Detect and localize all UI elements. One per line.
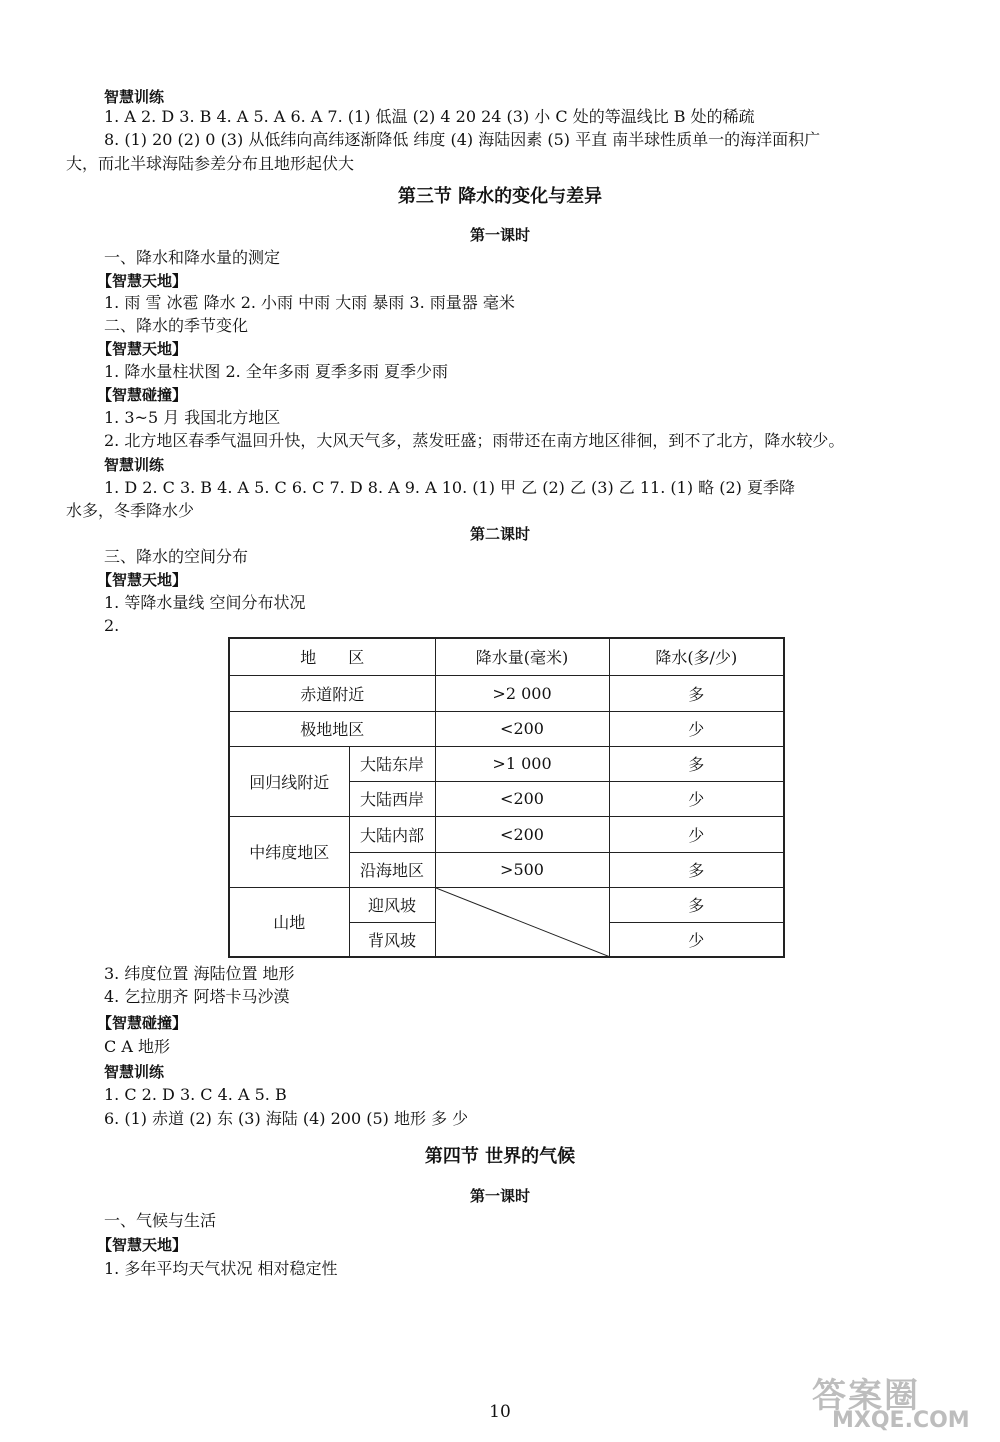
answer-line: 8. (1) 20 (2) 0 (3) 从低纬向高纬逐渐降低 纬度 (4) 海陆因素 (5) 平直 南半球性质单一的海洋面积广 [104, 130, 821, 149]
answer-line: 1. C 2. D 3. C 4. A 5. B [104, 1085, 287, 1104]
bracket-heading: 【智慧天地】 [97, 272, 188, 290]
table-header-region: 地 区 [229, 638, 435, 675]
level-cell: 少 [609, 922, 784, 957]
amount-cell: >2 000 [435, 675, 609, 711]
precipitation-table [228, 637, 785, 958]
answer-line: 水多，冬季降水少 [66, 501, 195, 520]
answer-line: 2. 北方地区春季气温回升快，大风天气多，蒸发旺盛；雨带还在南方地区徘徊，到不了北方，降水较少。 [104, 431, 845, 450]
level-cell: 多 [609, 852, 784, 887]
region-cell: 赤道附近 [229, 675, 435, 711]
diagonal-line [436, 888, 609, 957]
lesson-title: 第二课时 [469, 525, 530, 543]
table-row [229, 711, 784, 746]
topic-heading: 二、降水的季节变化 [104, 316, 249, 335]
heading-wisdom-training: 智慧训练 [104, 88, 165, 106]
answer-line: 4. 乞拉朋齐 阿塔卡马沙漠 [104, 987, 290, 1006]
region-group-cell: 回归线附近 [229, 746, 349, 816]
level-cell: 多 [609, 746, 784, 781]
page-number: 10 [489, 1402, 511, 1422]
watermark-logo [792, 1368, 992, 1434]
answer-line: 1. 降水量柱状图 2. 全年多雨 夏季多雨 夏季少雨 [104, 362, 448, 381]
region-group-cell: 中纬度地区 [229, 816, 349, 887]
bracket-heading: 【智慧天地】 [97, 340, 188, 358]
region-group-cell: 山地 [229, 887, 349, 957]
amount-cell: >500 [435, 852, 609, 887]
table-row [229, 816, 784, 852]
answer-line: 1. 多年平均天气状况 相对稳定性 [104, 1259, 338, 1278]
bracket-heading: 【智慧天地】 [97, 1236, 188, 1254]
subregion-cell: 背风坡 [349, 922, 435, 957]
watermark-text-top: 答案圈 [812, 1376, 920, 1416]
subregion-cell: 迎风坡 [349, 887, 435, 922]
answer-line: C A 地形 [104, 1037, 170, 1056]
bracket-heading: 【智慧碰撞】 [97, 1014, 188, 1032]
subregion-cell: 大陆内部 [349, 816, 435, 852]
heading-wisdom-training: 智慧训练 [104, 1063, 165, 1081]
amount-cell: >1 000 [435, 746, 609, 781]
subregion-cell: 大陆东岸 [349, 746, 435, 781]
answer-line: 1. 雨 雪 冰雹 降水 2. 小雨 中雨 大雨 暴雨 3. 雨量器 毫米 [104, 293, 515, 312]
level-cell: 少 [609, 711, 784, 746]
table-header-amount: 降水量(毫米) [435, 638, 609, 675]
watermark-text-bottom: MXQE.COM [832, 1408, 970, 1433]
topic-heading: 一、气候与生活 [104, 1211, 217, 1230]
level-cell: 多 [609, 675, 784, 711]
amount-cell: <200 [435, 781, 609, 816]
answer-line: 1. D 2. C 3. B 4. A 5. C 6. C 7. D 8. A 9. A 10. (1) 甲 乙 (2) 乙 (3) 乙 11. (1) 略 (2) 夏季降 [104, 478, 795, 497]
level-cell: 少 [609, 816, 784, 852]
subregion-cell: 沿海地区 [349, 852, 435, 887]
amount-cell: <200 [435, 711, 609, 746]
subregion-cell: 大陆西岸 [349, 781, 435, 816]
heading-wisdom-training: 智慧训练 [104, 456, 165, 474]
table-header-row [229, 638, 784, 675]
answer-line: 3. 纬度位置 海陆位置 地形 [104, 964, 295, 983]
answer-line: 1. 等降水量线 空间分布状况 [104, 593, 306, 612]
region-cell: 极地地区 [229, 711, 435, 746]
topic-heading: 三、降水的空间分布 [104, 547, 249, 566]
diagonal-empty-cell [435, 887, 609, 957]
section-title: 第三节 降水的变化与差异 [397, 186, 603, 207]
section-title: 第四节 世界的气候 [424, 1146, 576, 1167]
answer-line: 大，而北半球海陆参差分布且地形起伏大 [66, 154, 355, 173]
answer-line: 6. (1) 赤道 (2) 东 (3) 海陆 (4) 200 (5) 地形 多 少 [104, 1109, 469, 1128]
answer-line: 1. A 2. D 3. B 4. A 5. A 6. A 7. (1) 低温 (2) 4 20 24 (3) 小 C 处的等温线比 B 处的稀疏 [104, 107, 755, 126]
topic-heading: 一、降水和降水量的测定 [104, 248, 281, 267]
level-cell: 多 [609, 887, 784, 922]
table-header-level: 降水(多/少) [609, 638, 784, 675]
bracket-heading: 【智慧碰撞】 [97, 386, 188, 404]
answer-line: 1. 3~5 月 我国北方地区 [104, 408, 281, 427]
table-row [229, 675, 784, 711]
lesson-title: 第一课时 [469, 226, 530, 244]
amount-cell: <200 [435, 816, 609, 852]
level-cell: 少 [609, 781, 784, 816]
table-row [229, 746, 784, 781]
table-row [229, 887, 784, 922]
answer-line: 2. [104, 616, 120, 635]
lesson-title: 第一课时 [469, 1187, 530, 1205]
bracket-heading: 【智慧天地】 [97, 571, 188, 589]
